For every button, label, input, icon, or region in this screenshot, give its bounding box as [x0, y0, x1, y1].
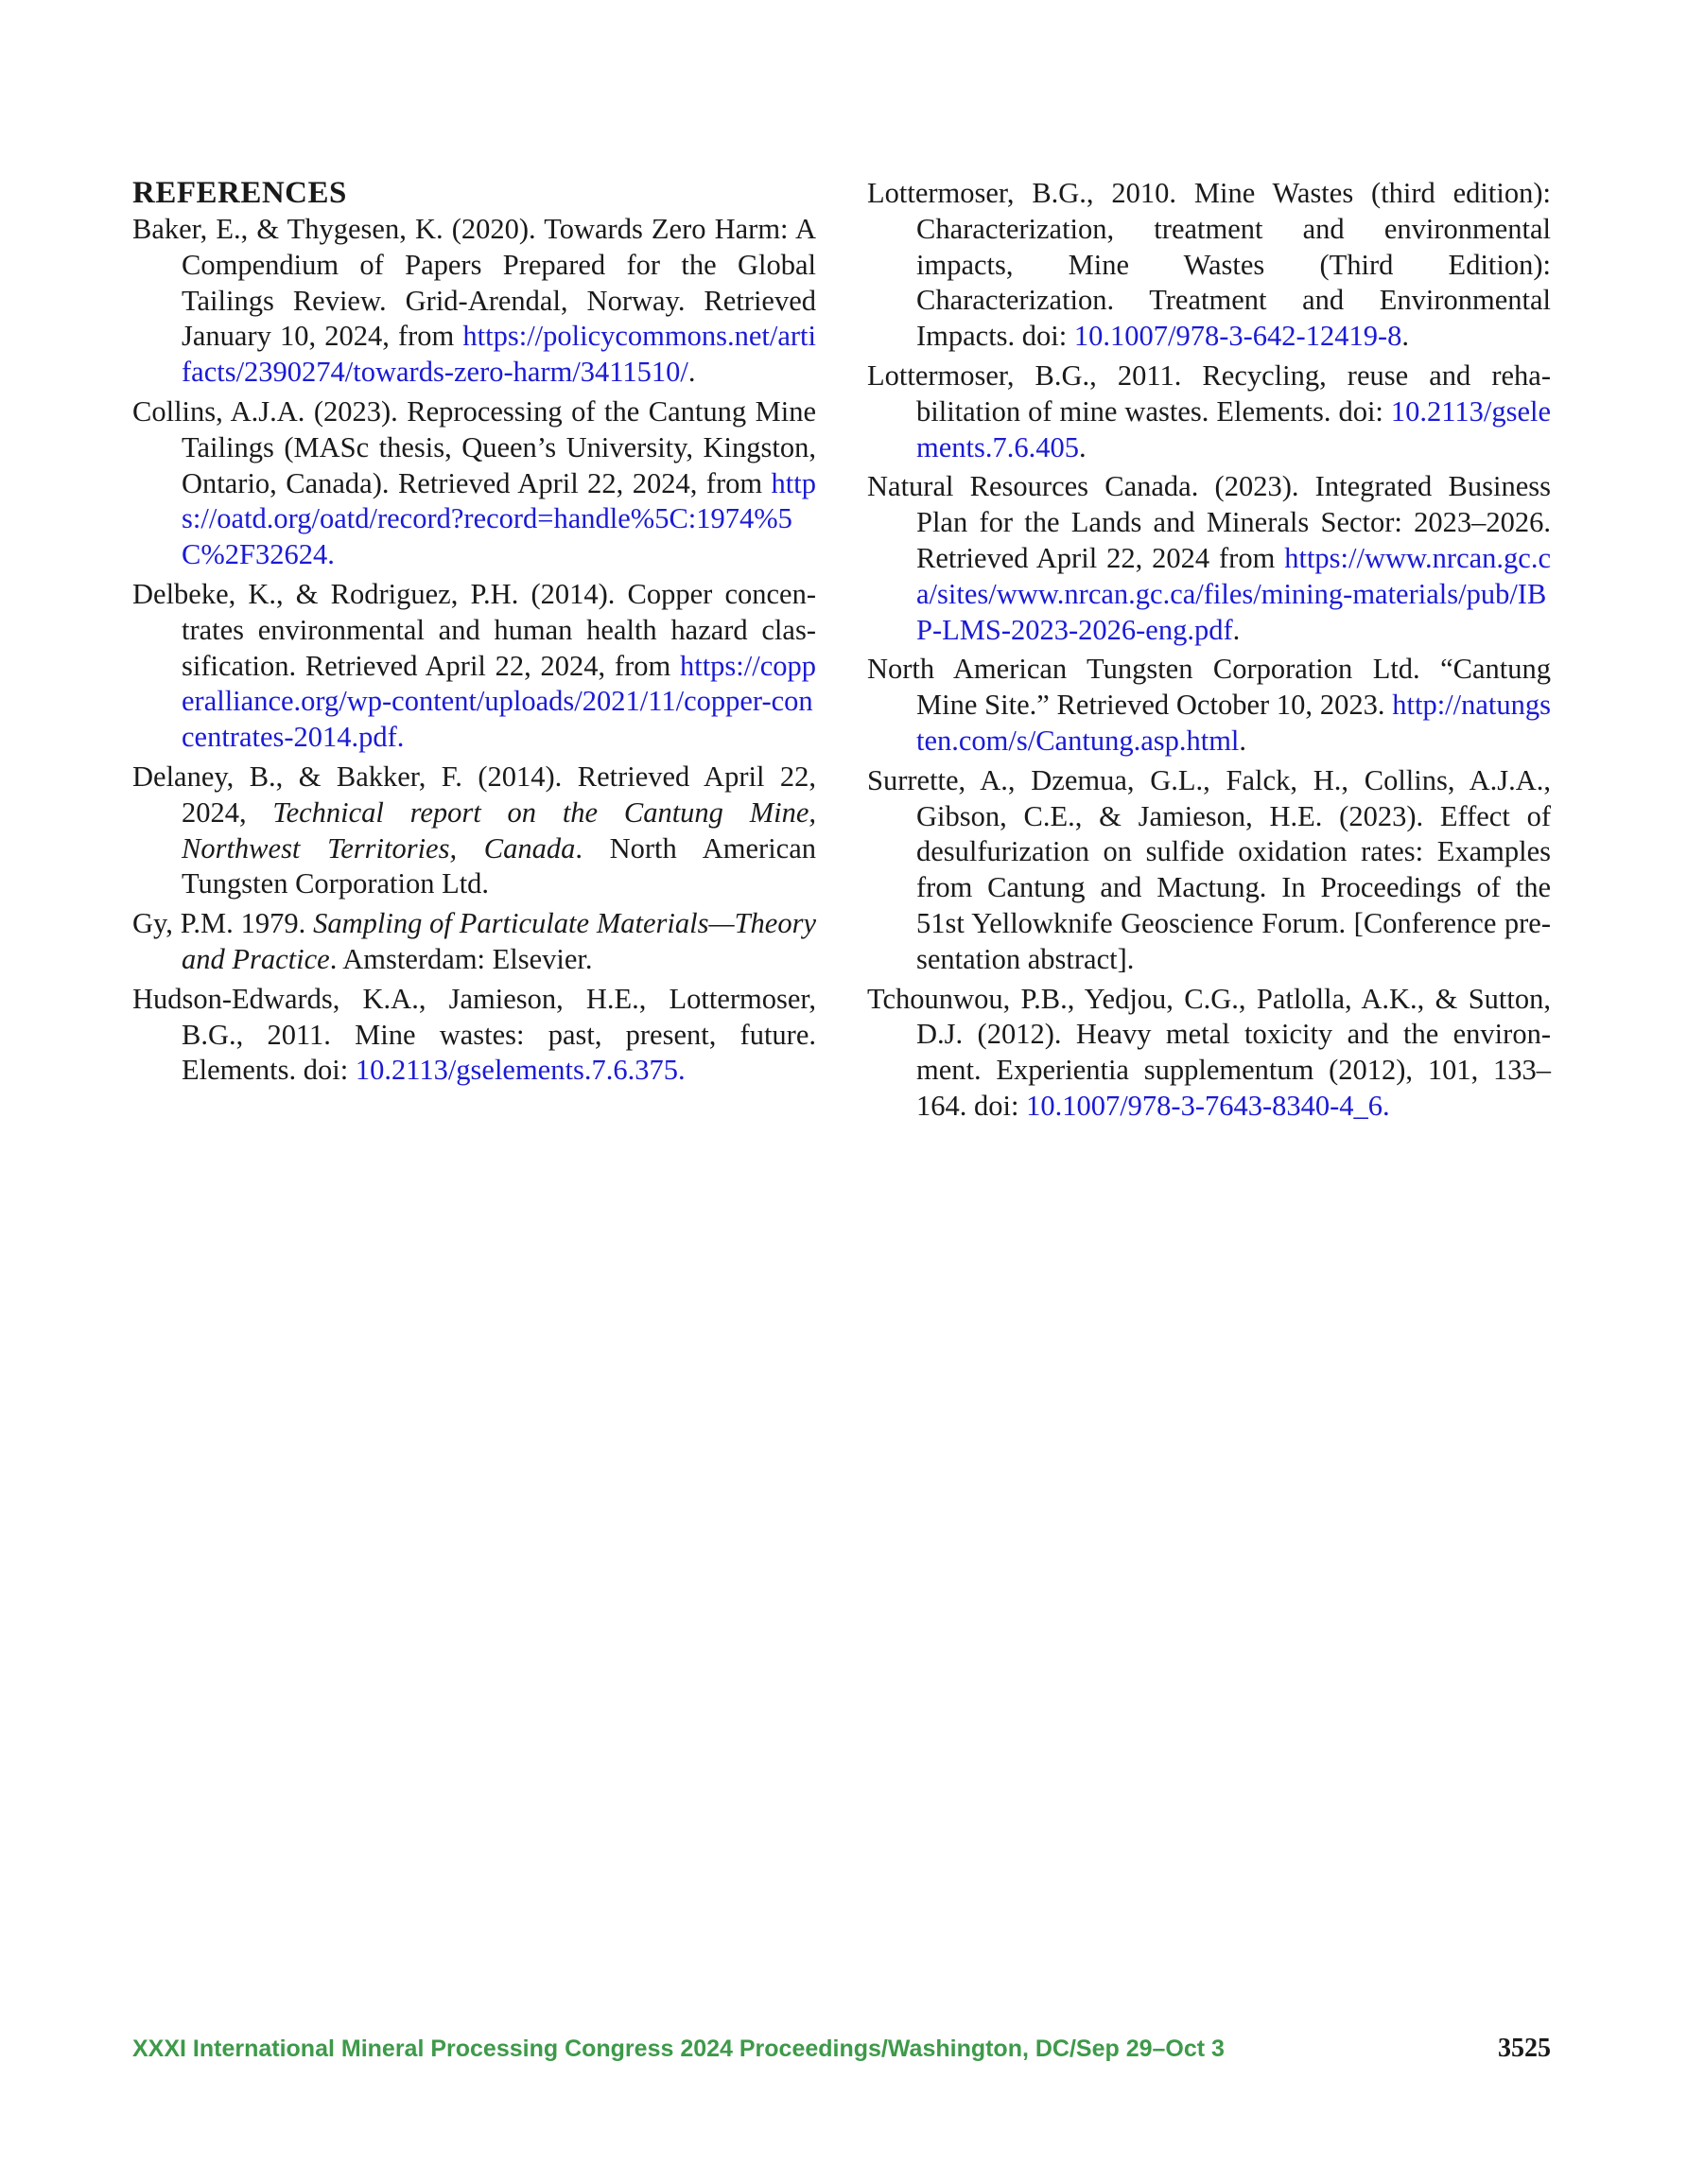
- reference-link[interactable]: https://oatd.org/oatd/record?record=handle%5C:1974%5C%2F32624.: [182, 466, 816, 571]
- reference-entry: Surrette, A., Dzemua, G.L., Falck, H., Collins, A.J.A., Gibson, C.E., & Jamieson, H.E. (2023). Effect of desulfurization on sulfide oxidation rates: Examples from Cantung and Mactung. In Proceedings of the 51st Yellowknife Geoscience Forum. [Conference presentation abstract].: [867, 763, 1551, 975]
- reference-entry: Lottermoser, B.G., 2010. Mine Wastes (third edition): Characterization, treatment and environmental impacts, Mine Wastes (Third Edition): Characterization. Treatment and Environmental Impacts. doi: 10.1007/978-3-642-12419-8.: [867, 177, 1551, 353]
- reference-entry: Tchounwou, P.B., Yedjou, C.G., Patlolla, A.K., & Sutton, D.J. (2012). Heavy metal toxicity and the environment. Experientia supplementum (2012), 101, 133–164. doi: 10.1007/978-3-7643-8340-4_6.: [867, 982, 1551, 1122]
- footer-conference-title: XXXI International Mineral Processing Congress 2024 Proceedings/Washington, DC/Sep 29–Oct 3: [132, 2035, 1225, 2062]
- reference-link[interactable]: https://www.nrcan.gc.ca/sites/www.nrcan.gc.ca/files/mining-materials/pub/IBP-LMS-2023-2026-eng.pdf: [916, 541, 1551, 646]
- reference-entry: Natural Resources Canada. (2023). Integrated Business Plan for the Lands and Minerals Sector: 2023–2026. Retrieved April 22, 2024 from https://www.nrcan.gc.ca/sites/www.nrcan.gc.ca/files/mining-materials/pub/IBP-LMS-2023-2026-eng.pdf.: [867, 470, 1551, 646]
- reference-entry: Baker, E., & Thygesen, K. (2020). Towards Zero Harm: A Compendium of Papers Prepared for the Global Tailings Review. Grid-Arendal, Norway. Retrieved January 10, 2024, from https://policycommons.net/artifacts/2390274/towards-zero-harm/3411510/.: [132, 213, 816, 389]
- page-footer: [132, 2032, 1551, 2066]
- page-number: 3525: [1498, 2034, 1551, 2063]
- reference-entry: Collins, A.J.A. (2023). Reprocessing of the Cantung Mine Tailings (MASc thesis, Queen’s University, Kingston, Ontario, Canada). Retrieved April 22, 2024, from https://oatd.org/oatd/record?record=handle%5C:1974%5C%2F32624.: [132, 394, 816, 571]
- reference-entry: Hudson-Edwards, K.A., Jamieson, H.E., Lottermoser, B.G., 2011. Mine wastes: past, present, future. Elements. doi: 10.2113/gselements.7.6.375.: [132, 982, 816, 1087]
- reference-entry: Delaney, B., & Bakker, F. (2014). Retrieved April 22, 2024, Technical report on the Cantung Mine, Northwest Territories, Canada. North American Tungsten Corporation Ltd.: [132, 760, 817, 900]
- reference-entry: Delbeke, K., & Rodriguez, P.H. (2014). Copper concentrates environmental and human health hazard classification. Retrieved April 22, 2024, from https://copperalliance.org/wp-content/uploads/2021/11/copper-concentrates-2014.pdf.: [132, 577, 816, 754]
- reference-entry: North American Tungsten Corporation Ltd. “Cantung Mine Site.” Retrieved October 10, 2023. http://natungsten.com/s/Cantung.asp.html.: [867, 653, 1551, 757]
- left-column: [132, 176, 816, 1092]
- reference-entry: Gy, P.M. 1979. Sampling of Particulate Materials—Theory and Practice. Amsterdam: Elsevier.: [132, 907, 816, 975]
- reference-link[interactable]: 10.2113/gselements.7.6.405: [916, 394, 1551, 463]
- reference-link[interactable]: 10.1007/978-3-642-12419-8: [1073, 320, 1402, 353]
- reference-title: Technical report on the Cantung Mine, Northwest Territories, Canada: [182, 795, 816, 865]
- reference-entry: Lottermoser, B.G., 2011. Recycling, reuse and rehabilitation of mine wastes. Elements. doi: 10.2113/gselements.7.6.405.: [867, 358, 1551, 463]
- right-column: [867, 176, 1551, 1128]
- reference-list-right: [867, 176, 1551, 1125]
- reference-link[interactable]: https://copperalliance.org/wp-content/uploads/2021/11/copper-concentrates-2014.pdf.: [182, 649, 816, 754]
- reference-link[interactable]: 10.1007/978-3-7643-8340-4_6.: [1026, 1089, 1390, 1122]
- reference-title: Sampling of Particulate Materials—Theory and Practice: [182, 907, 816, 975]
- reference-link[interactable]: 10.2113/gselements.7.6.375.: [355, 1054, 686, 1087]
- reference-link[interactable]: https://policycommons.net/artifacts/2390274/towards-zero-harm/3411510/: [182, 320, 816, 389]
- reference-link[interactable]: http://natungsten.com/s/Cantung.asp.html: [916, 689, 1551, 757]
- reference-list-left: [132, 212, 816, 1089]
- references-heading: REFERENCES: [132, 176, 347, 210]
